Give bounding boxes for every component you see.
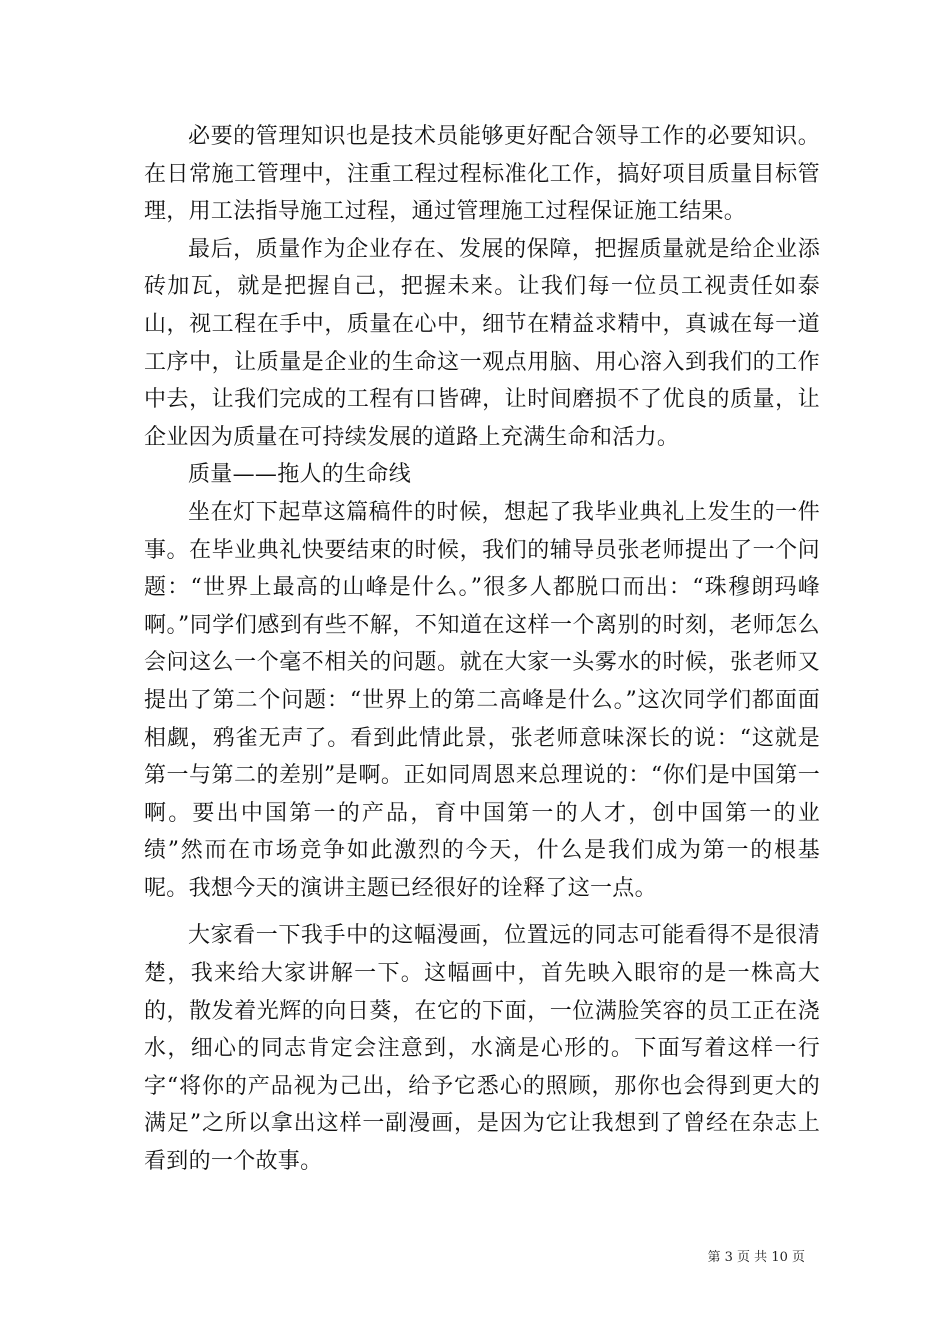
paragraph-graduation-story: 坐在灯下起草这篇稿件的时候，想起了我毕业典礼上发生的一件事。在毕业典礼快要结束的时候，我们的辅导员张老师提出了一个问题：“世界上最高的山峰是什么。”很多人都脱口而出：“珠穆朗玛峰啊。”同学们感到有些不解，不知道在这样一个离别的时刻，老师怎么会问这么一个毫不相关的问题。就在大家一头雾水的时候，张老师又提出了第二个问题：“世界上的第二高峰是什么。”这次同学们都面面相觑，鸦雀无声了。看到此情此景，张老师意味深长的说：“这就是第一与第二的差别”是啊。正如同周恩来总理说的：“你们是中国第一啊。要出中国第一的产品，育中国第一的人才，创中国第一的业绩”然而在市场竞争如此激烈的今天，什么是我们成为第一的根基呢。我想今天的演讲主题已经很好的诠释了这一点。 <box>144 499 820 901</box>
paragraph-management-knowledge: 必要的管理知识也是技术员能够更好配合领导工作的必要知识。在日常施工管理中，注重工程过程标准化工作，搞好项目质量目标管理，用工法指导施工过程，通过管理施工过程保证施工结果。 <box>144 124 820 225</box>
body-text <box>144 118 820 1181</box>
paragraph-conclusion: 最后，质量作为企业存在、发展的保障，把握质量就是给企业添砖加瓦，就是把握自己，把握未来。让我们每一位员工视责任如泰山，视工程在手中，质量在心中，细节在精益求精中，真诚在每一道工序中，让质量是企业的生命这一观点用脑、用心溶入到我们的工作中去，让我们完成的工程有口皆碑，让时间磨损不了优良的质量，让企业因为质量在可持续发展的道路上充满生命和活力。 <box>144 236 820 450</box>
section-title-quality-lifeline: 质量——拖人的生命线 <box>188 462 412 488</box>
page-number-footer: 第 3 页 共 10 页 <box>707 1250 805 1265</box>
paragraph-cartoon-description: 大家看一下我手中的这幅漫画，位置远的同志可能看得不是很清楚，我来给大家讲解一下。这幅画中，首先映入眼帘的是一株高大的，散发着光辉的向日葵，在它的下面，一位满脸笑容的员工正在浇水，细心的同志肯定会注意到，水滴是心形的。下面写着这样一行字“将你的产品视为己出，给予它悉心的照顾，那你也会得到更大的满足”之所以拿出这样一副漫画，是因为它让我想到了曾经在杂志上看到的一个故事。 <box>144 923 820 1175</box>
